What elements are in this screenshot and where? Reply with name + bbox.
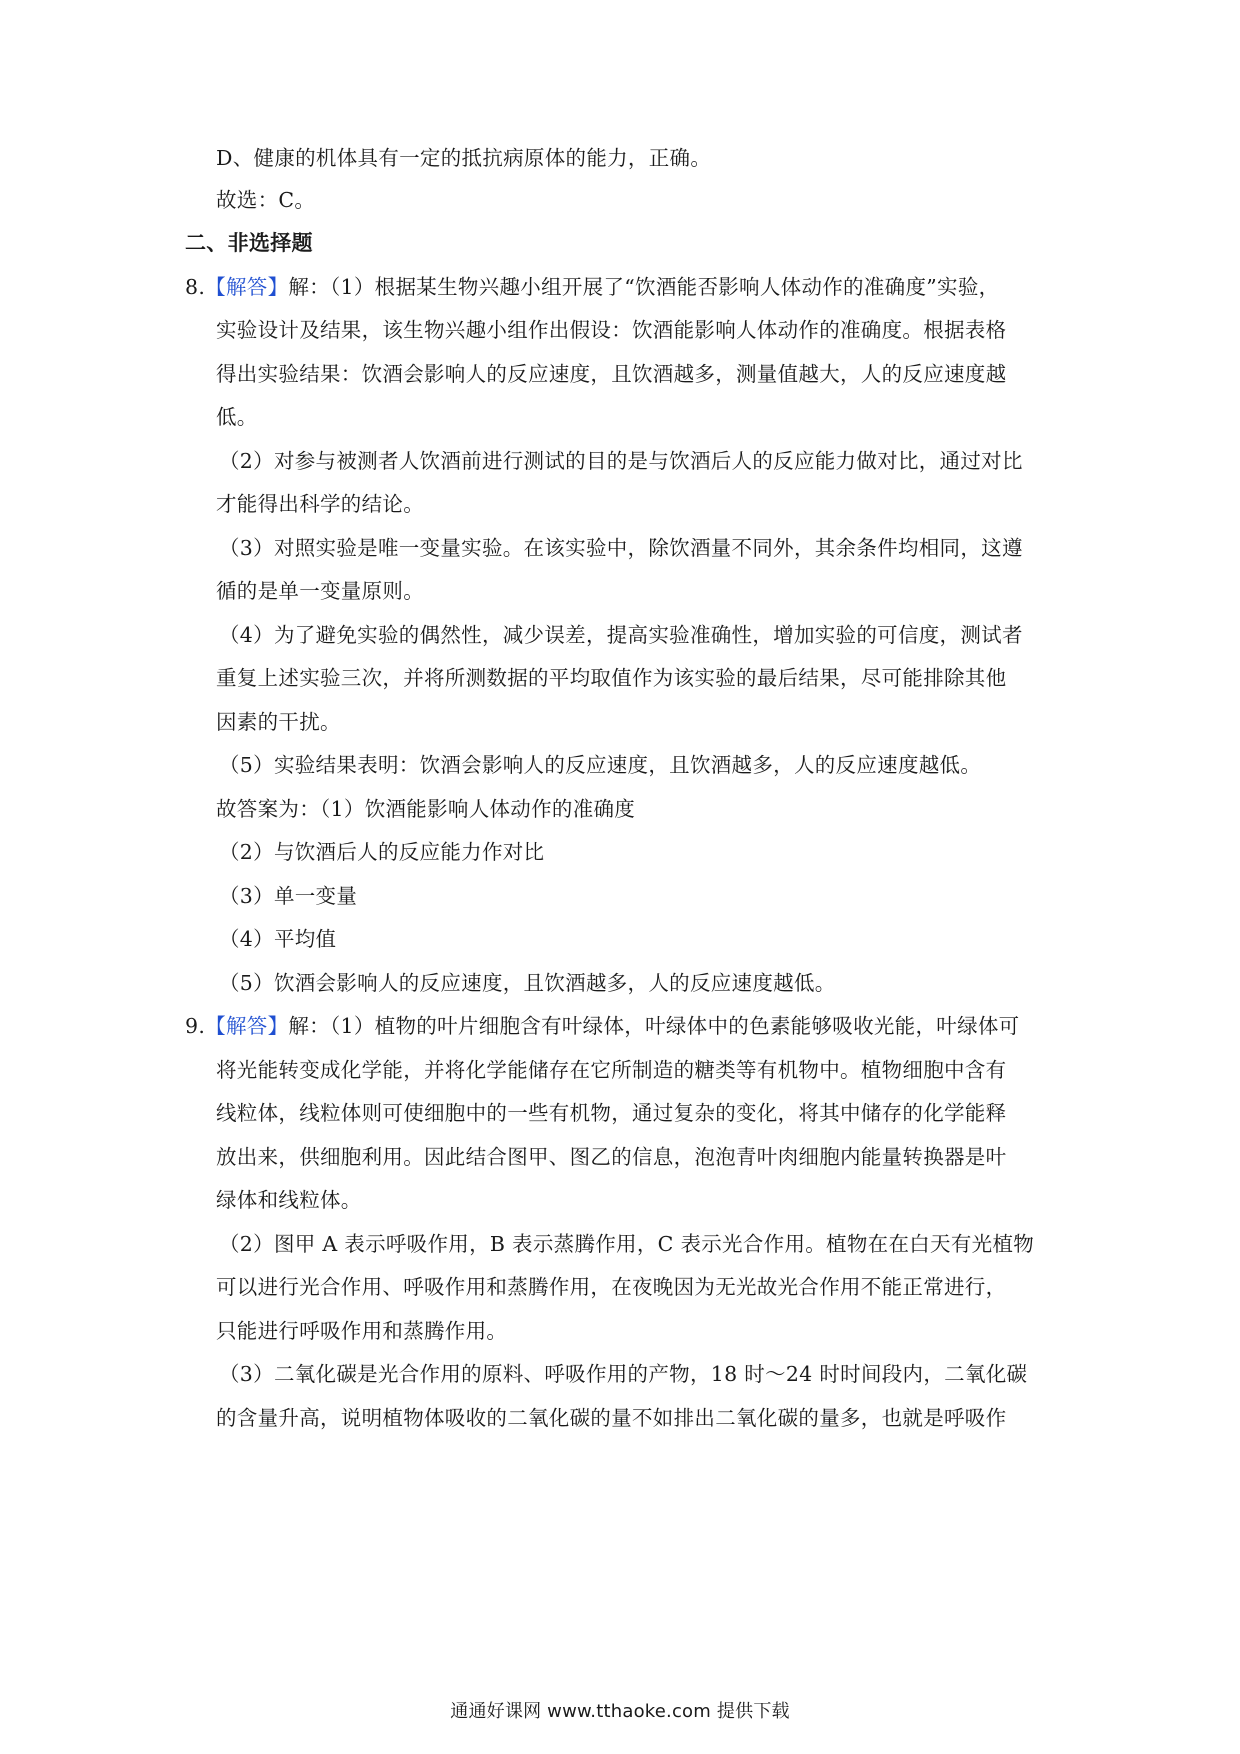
q8-line-1-text: 解：（1）根据某生物兴趣小组开展了“饮酒能否影响人体动作的准确度”实验， — [288, 275, 1000, 299]
q8-line-12: （5）实验结果表明：饮酒会影响人的反应速度，且饮酒越多，人的反应速度越低。 — [219, 753, 982, 777]
q8-line-6: 才能得出科学的结论。 — [216, 492, 424, 516]
q8-line-7: （3）对照实验是唯一变量实验。在该实验中，除饮酒量不同外，其余条件均相同，这遵 — [219, 536, 1023, 560]
q9-line-6: （2）图甲 A 表示呼吸作用，B 表示蒸腾作用，C 表示光合作用。植物在在白天有光植物 — [219, 1232, 1035, 1256]
q8-answer-4: （4）平均值 — [219, 927, 337, 951]
q9-line-5: 绿体和线粒体。 — [216, 1188, 362, 1212]
q8-answer-3: （3）单一变量 — [219, 884, 358, 908]
section-title: 二、非选择题 — [185, 231, 313, 255]
q8-answer-summary: 故答案为：（1）饮酒能影响人体动作的准确度 — [216, 797, 636, 821]
q9-answer-tag: 【解答】 — [205, 1014, 289, 1038]
q8-answer-2: （2）与饮酒后人的反应能力作对比 — [219, 840, 545, 864]
q8-line-9: （4）为了避免实验的偶然性，减少误差，提高实验准确性，增加实验的可信度，测试者 — [219, 623, 1023, 647]
q8-first-line — [185, 277, 999, 298]
q9-first-line — [185, 1016, 1019, 1037]
q8-line-4: 低。 — [216, 405, 258, 429]
option-d-line: D、健康的机体具有一定的抵抗病原体的能力，正确。 — [216, 146, 712, 170]
q9-line-3: 线粒体，线粒体则可使细胞中的一些有机物，通过复杂的变化，将其中储存的化学能释 — [216, 1101, 1007, 1125]
q9-line-1-text: 解：（1）植物的叶片细胞含有叶绿体，叶绿体中的色素能够吸收光能，叶绿体可 — [288, 1014, 1020, 1038]
answer-choice-line: 故选：C。 — [216, 188, 316, 212]
page-footer: 通通好课网 www.tthaoke.com 提供下载 — [450, 1701, 790, 1722]
q9-line-8: 只能进行呼吸作用和蒸腾作用。 — [216, 1319, 508, 1343]
q9-line-9: （3）二氧化碳是光合作用的原料、呼吸作用的产物，18 时～24 时时间段内，二氧化碳 — [219, 1362, 1028, 1386]
q8-line-11: 因素的干扰。 — [216, 710, 341, 734]
q8-answer-5: （5）饮酒会影响人的反应速度，且饮酒越多，人的反应速度越低。 — [219, 971, 836, 995]
q9-line-7: 可以进行光合作用、呼吸作用和蒸腾作用，在夜晚因为无光故光合作用不能正常进行， — [216, 1275, 1007, 1299]
q8-line-3: 得出实验结果：饮酒会影响人的反应速度，且饮酒越多，测量值越大，人的反应速度越 — [216, 362, 1007, 386]
q8-line-10: 重复上述实验三次，并将所测数据的平均取值作为该实验的最后结果，尽可能排除其他 — [216, 666, 1007, 690]
q8-line-8: 循的是单一变量原则。 — [216, 579, 424, 603]
q9-line-4: 放出来，供细胞利用。因此结合图甲、图乙的信息，泡泡青叶肉细胞内能量转换器是叶 — [216, 1145, 1007, 1169]
q8-number: 8. — [185, 275, 206, 299]
q8-answer-tag: 【解答】 — [205, 275, 289, 299]
q8-line-5: （2）对参与被测者人饮酒前进行测试的目的是与饮酒后人的反应能力做对比，通过对比 — [219, 449, 1023, 473]
q8-line-2: 实验设计及结果，该生物兴趣小组作出假设：饮酒能影响人体动作的准确度。根据表格 — [216, 318, 1007, 342]
q9-line-2: 将光能转变成化学能，并将化学能储存在它所制造的糖类等有机物中。植物细胞中含有 — [216, 1058, 1007, 1082]
q9-number: 9. — [185, 1014, 206, 1038]
q9-line-10: 的含量升高，说明植物体吸收的二氧化碳的量不如排出二氧化碳的量多，也就是呼吸作 — [216, 1406, 1007, 1430]
